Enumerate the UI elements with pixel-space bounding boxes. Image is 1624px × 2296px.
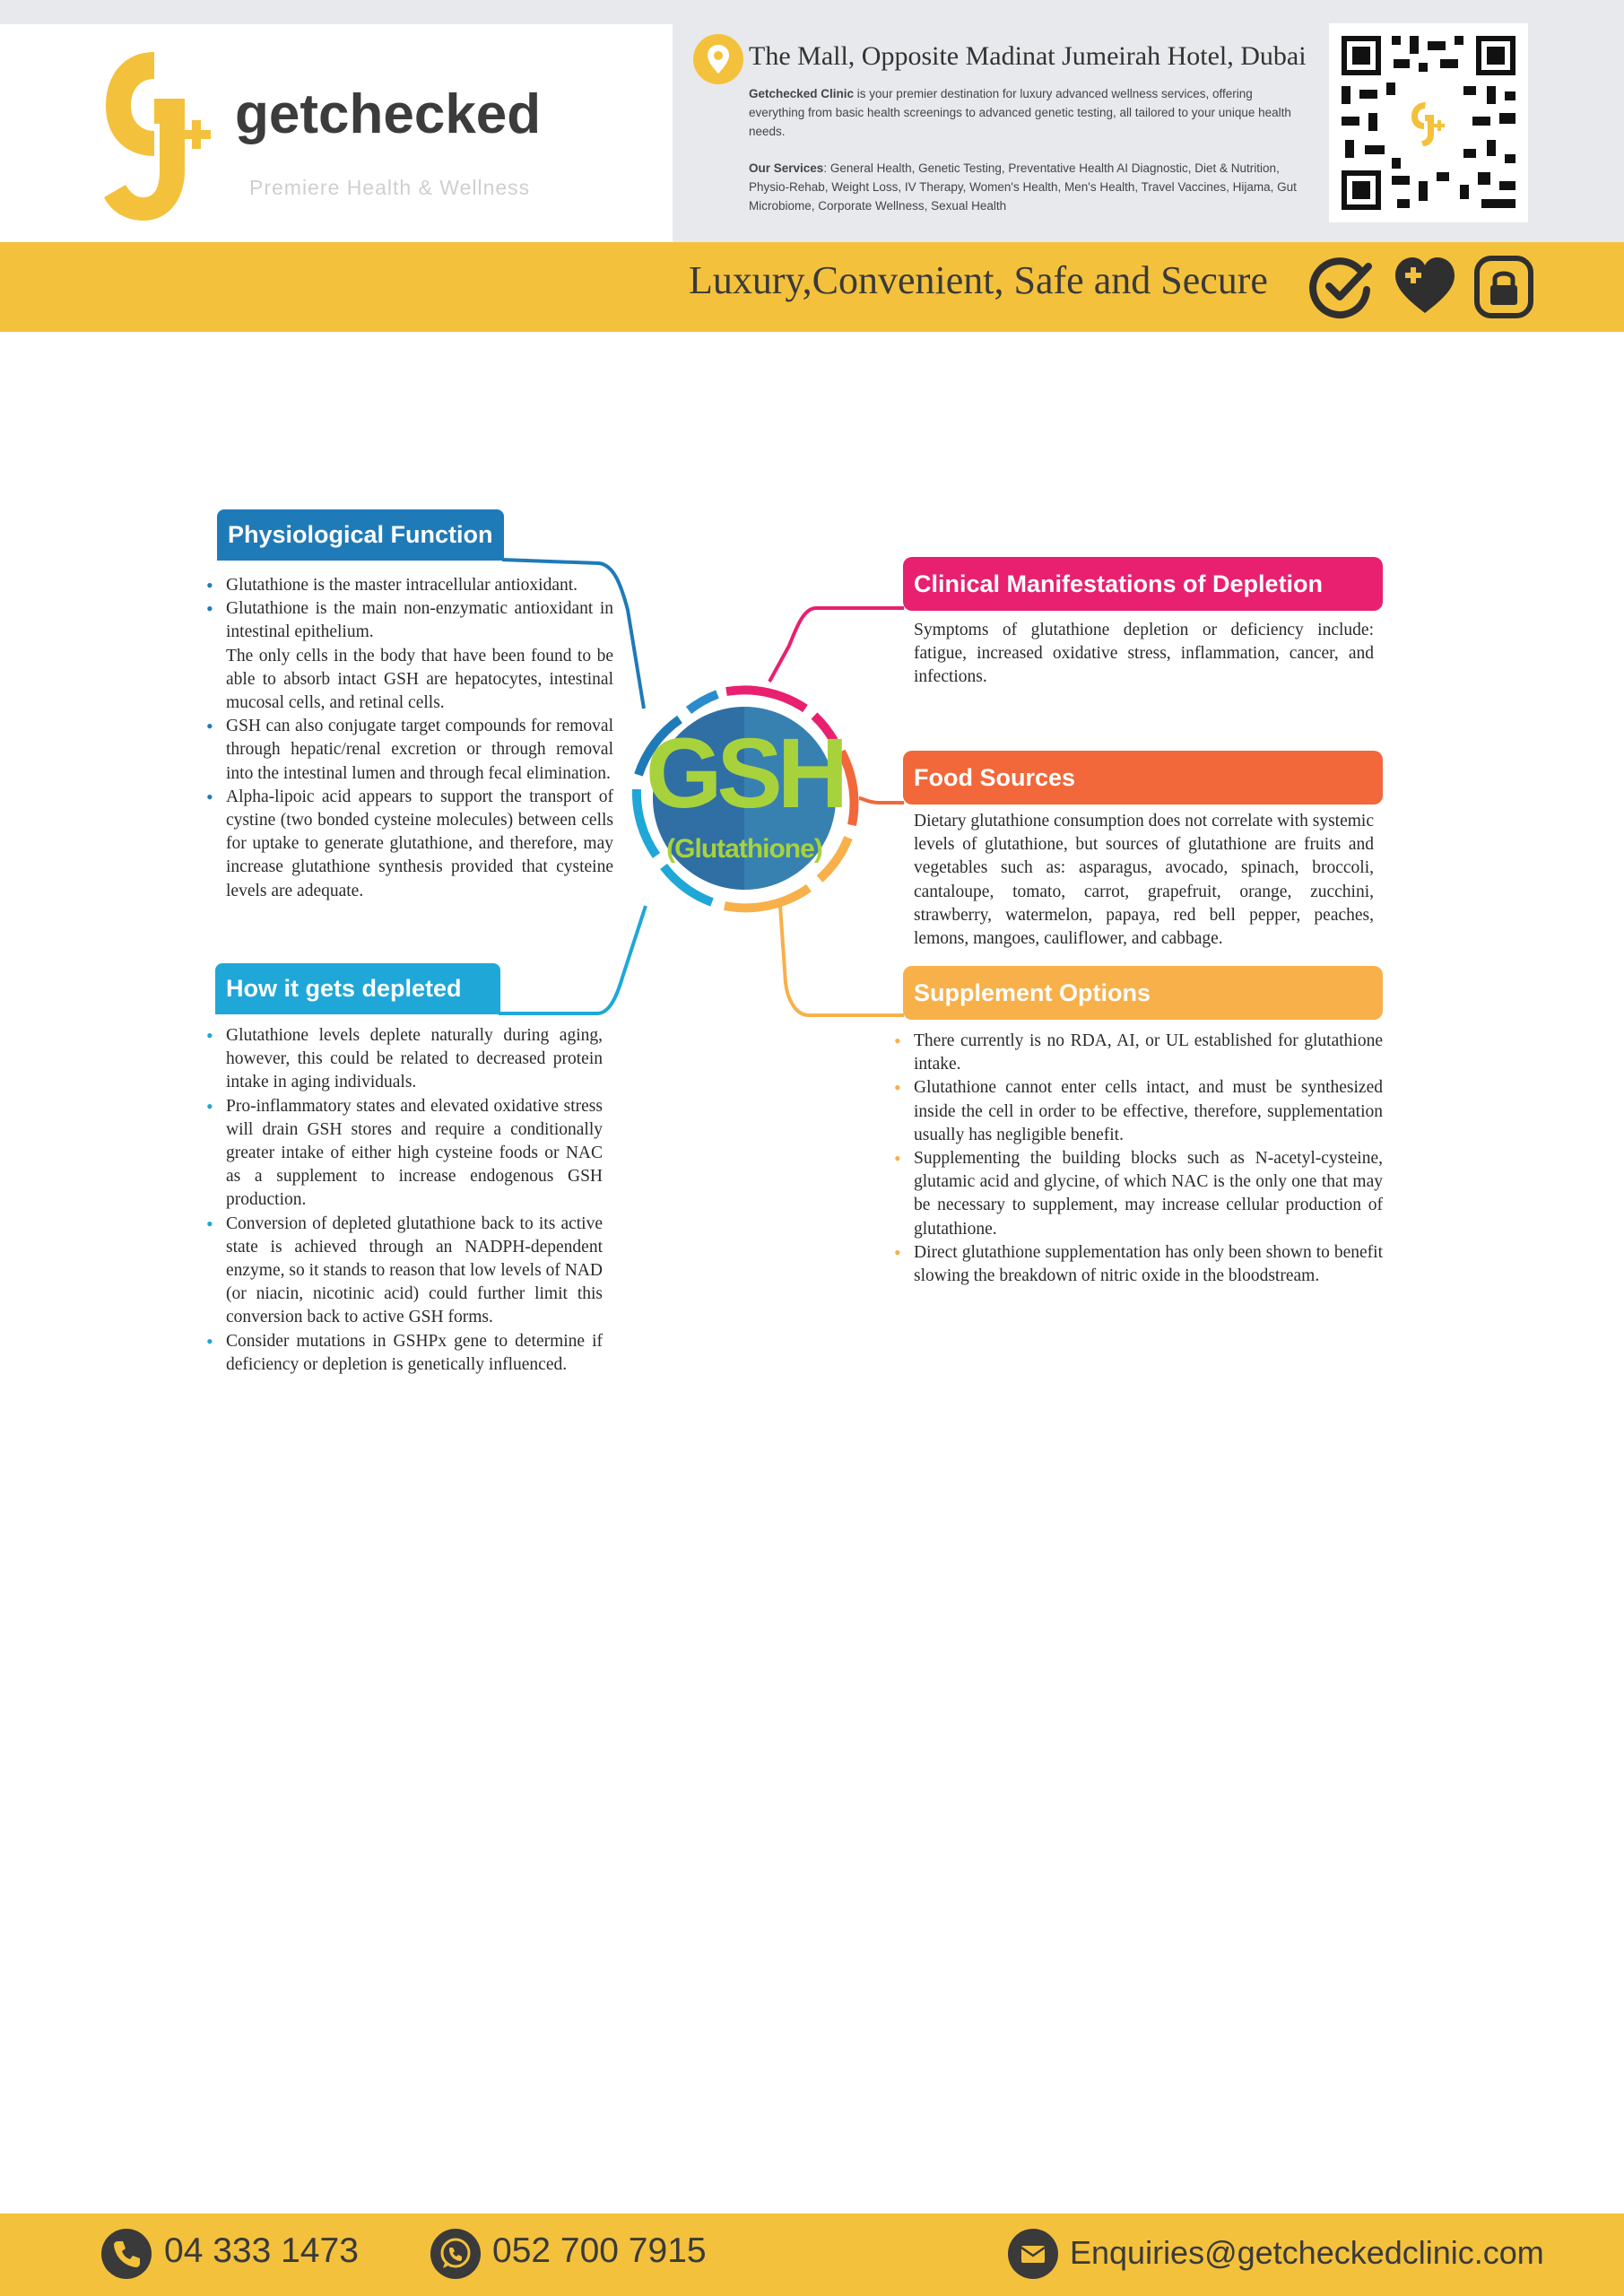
physiological-function-list: [206, 574, 613, 903]
food-sources-heading: Food Sources: [903, 751, 1383, 804]
phone-icon: [101, 2229, 152, 2279]
clinical-manifestations-heading: Clinical Manifestations of Depletion: [903, 557, 1383, 611]
list-item: [206, 597, 613, 644]
list-item: • Pro-inflammatory states and elevated oxidative stress will drain GSH stores and require a conditionally greater intake of either high cysteine foods or NAC as a supplement to increase endogenous GSH production.: [206, 1095, 603, 1213]
clinic-services: [749, 159, 1305, 215]
list-item: • There currently is no RDA, AI, or UL established for glutathione intake.: [894, 1030, 1383, 1076]
clinic-address: The Mall, Opposite Madinat Jumeirah Hotel, Dubai: [749, 41, 1307, 71]
how-it-gets-depleted-heading: How it gets depleted: [215, 963, 500, 1014]
list-item: • Conversion of depleted glutathione back to its active state is achieved through an NADPH-dependent enzyme, so it stands to reason that low levels of NAD (or niacin, nicotinic acid) could further limit this conversion back to active GSH forms.: [206, 1213, 603, 1330]
whatsapp-number[interactable]: 052 700 7915: [492, 2231, 707, 2270]
supplement-options-list: [894, 1030, 1383, 1288]
list-item: • Direct glutathione supplementation has only been shown to benefit slowing the breakdown of nitric oxide in the bloodstream.: [894, 1241, 1383, 1288]
location-pin-icon: [693, 34, 743, 84]
supplement-options-heading: Supplement Options: [903, 966, 1383, 1020]
lock-shield-icon: [1472, 254, 1539, 320]
slogan: Luxury,Convenient, Safe and Secure: [689, 258, 1268, 302]
list-item: • Alpha-lipoic acid appears to support the transport of cystine (two bonded cysteine molecules) between cells for uptake to generate glutathione, and therefore, may increase glutathione synthesis provided that cysteine levels are adequate.: [206, 786, 613, 903]
clinic-services-bold: Our Services: [749, 161, 824, 175]
brand-tagline: Premiere Health & Wellness: [249, 176, 531, 199]
clinic-intro-bold: Getchecked Clinic: [749, 87, 855, 100]
getchecked-logo-icon: [99, 45, 224, 224]
clinic-services-text: : General Health, Genetic Testing, Preventative Health AI Diagnostic, Diet & Nutrition, Physio-Rehab, Weight Loss, IV Therapy, Women's Health, Men's Health, Travel Vaccines, Hijama, Gut Microbiome, Corporate Wellness, Sexual Health: [749, 161, 1297, 213]
food-sources-text: Dietary glutathione consumption does not correlate with systemic levels of glutathione, but sources of glutathione are fruits and vegetables such as: asparagus, avocado, spinach, broccoli, cantaloupe, tomato, carrot, grapefruit, orange, zucchini, strawberry, watermelon, papaya, red bell pepper, peaches, lemons, mangoes, cauliflower, and cabbage.: [914, 812, 1374, 949]
whatsapp-icon: [430, 2229, 481, 2279]
list-item: • Glutathione levels deplete naturally during aging, however, this could be related to decreased protein intake in aging individuals.: [206, 1024, 603, 1095]
list-item-text: Glutathione is the main non-enzymatic antioxidant in intestinal epithelium.: [226, 599, 613, 642]
brand-name: getchecked: [235, 83, 542, 145]
phone-number[interactable]: 04 333 1473: [164, 2231, 359, 2270]
physiological-function-heading: Physiological Function: [217, 509, 504, 561]
list-item: • Glutathione is the master intracellular antioxidant.: [206, 574, 613, 597]
check-badge-icon: [1309, 254, 1376, 320]
clinic-intro-text: is your premier destination for luxury advanced wellness services, offering everything from basic health screenings to advanced genetic testing, all tailored to your unique health needs.: [749, 87, 1291, 138]
list-item: • Supplementing the building blocks such as N-acetyl-cysteine, glutamic acid and glycine, of which NAC is the only one that may be necessary to supplement, may increase cellular production of glutathione.: [894, 1147, 1383, 1241]
list-item: • Consider mutations in GSHPx gene to determine if deficiency or depletion is genetically influenced.: [206, 1330, 603, 1377]
list-item: • Glutathione cannot enter cells intact, and must be synthesized inside the cell in order to be effective, therefore, supplementation usually has negligible benefit.: [894, 1076, 1383, 1147]
clinic-intro: [749, 84, 1305, 141]
gsh-title: GSH: [645, 718, 844, 829]
gsh-subtitle: (Glutathione): [666, 834, 822, 864]
email-address[interactable]: Enquiries@getcheckedclinic.com: [1070, 2234, 1544, 2271]
clinical-manifestations-text: Symptoms of glutathione depletion or deficiency include: fatigue, increased oxidative stress, inflammation, cancer, and infections.: [914, 621, 1374, 687]
heart-health-icon: [1392, 254, 1458, 320]
email-icon: [1008, 2229, 1058, 2279]
list-item: • GSH can also conjugate target compounds for removal through hepatic/renal excretion or through removal into the intestinal lumen and through fecal elimination.: [206, 715, 613, 786]
list-item-continuation: The only cells in the body that have been found to be able to absorb intact GSH are hepatocytes, intestinal mucosal cells, and retinal cells.: [226, 646, 613, 713]
qr-code[interactable]: [1329, 23, 1528, 222]
how-it-gets-depleted-list: [206, 1024, 603, 1377]
